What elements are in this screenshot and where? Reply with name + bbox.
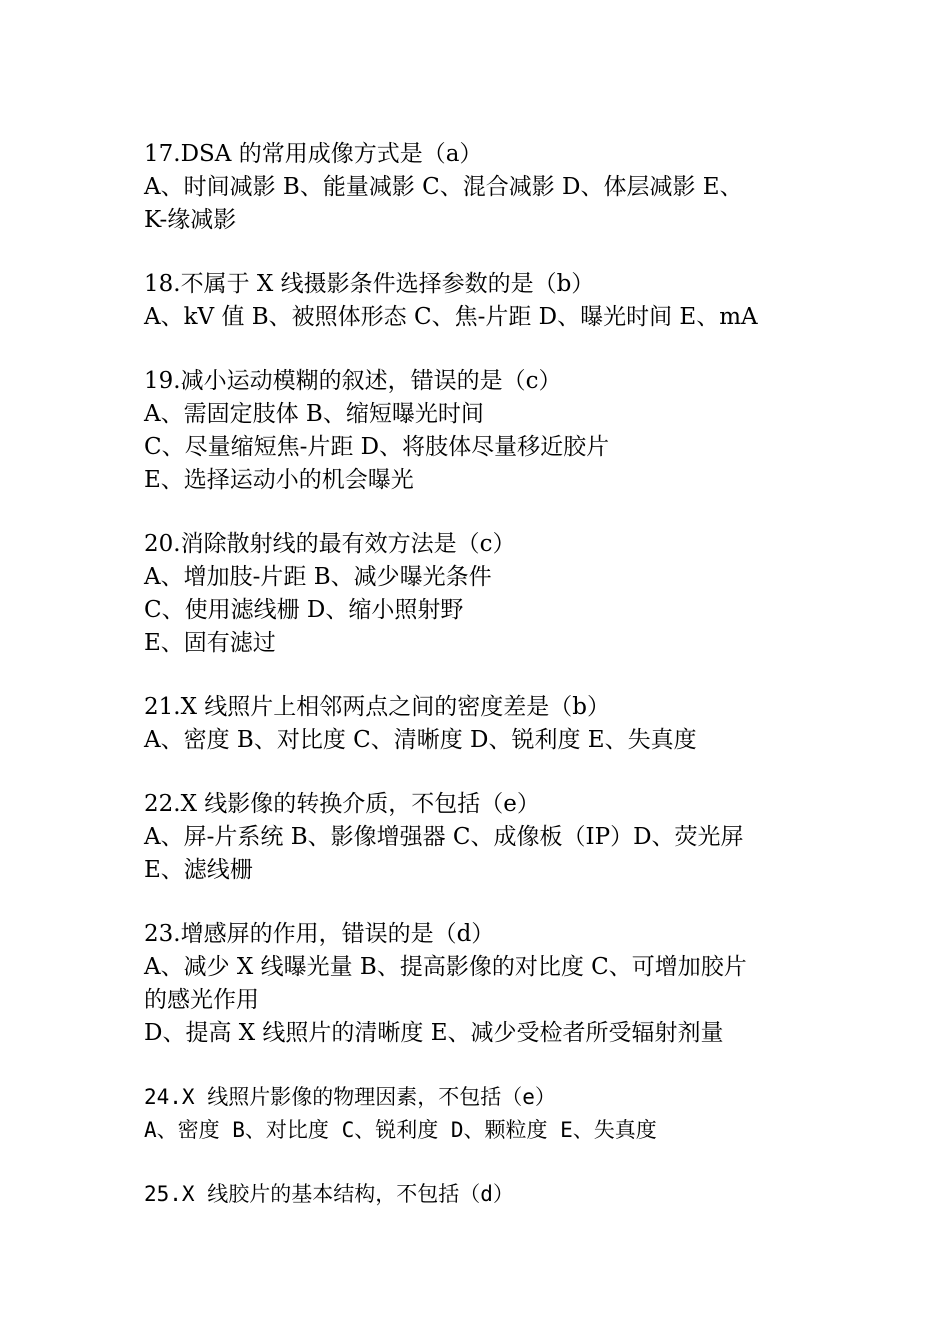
answer-options: E、滤线栅 — [144, 857, 253, 883]
question-22 — [144, 788, 824, 887]
question-23 — [144, 918, 824, 1050]
answer-options: A、时间减影 B、能量减影 C、混合减影 D、体层减影 E、 — [144, 174, 743, 200]
question-text: 21.X 线照片上相邻两点之间的密度差是（b） — [144, 694, 610, 720]
answer-options: A、减少 X 线曝光量 B、提高影像的对比度 C、可增加胶片 — [144, 954, 747, 980]
answer-options: C、尽量缩短焦-片距 D、将肢体尽量移近胶片 — [144, 434, 610, 460]
question-text: 17.DSA 的常用成像方式是（a） — [144, 141, 483, 167]
answer-options: K-缘减影 — [144, 207, 237, 233]
question-text: 18.不属于 X 线摄影条件选择参数的是（b） — [144, 271, 595, 297]
answer-options: D、提高 X 线照片的清晰度 E、减少受检者所受辐射剂量 — [144, 1020, 724, 1046]
document-page — [144, 138, 824, 1242]
answer-options: A、屏-片系统 B、影像增强器 C、成像板（IP）D、荧光屏 — [144, 824, 744, 850]
question-17 — [144, 138, 824, 237]
answer-options: C、使用滤线栅 D、缩小照射野 — [144, 597, 464, 623]
question-21 — [144, 691, 824, 757]
question-text: 24.X 线照片影像的物理因素，不包括（e） — [144, 1085, 556, 1109]
answer-options: E、选择运动小的机会曝光 — [144, 467, 414, 493]
question-19 — [144, 365, 824, 497]
question-text: 19.减小运动模糊的叙述，错误的是（c） — [144, 368, 562, 394]
answer-options: E、固有滤过 — [144, 630, 276, 656]
question-text: 20.消除散射线的最有效方法是（c） — [144, 531, 516, 557]
question-text: 25.X 线胶片的基本结构，不包括（d） — [144, 1182, 514, 1206]
question-text: 23.增感屏的作用，错误的是（d） — [144, 921, 495, 947]
question-18 — [144, 268, 824, 334]
answer-options: 的感光作用 — [144, 987, 259, 1013]
answer-options: A、kV 值 B、被照体形态 C、焦-片距 D、曝光时间 E、mA — [144, 304, 758, 330]
question-text: 22.X 线影像的转换介质，不包括（e） — [144, 791, 540, 817]
answer-options: A、密度 B、对比度 C、锐利度 D、颗粒度 E、失真度 — [144, 1118, 657, 1142]
answer-options: A、密度 B、对比度 C、清晰度 D、锐利度 E、失真度 — [144, 727, 697, 753]
answer-options: A、增加肢-片距 B、减少曝光条件 — [144, 564, 492, 590]
question-24 — [144, 1081, 824, 1147]
question-20 — [144, 528, 824, 660]
answer-options: A、需固定肢体 B、缩短曝光时间 — [144, 401, 484, 427]
question-25 — [144, 1178, 824, 1211]
